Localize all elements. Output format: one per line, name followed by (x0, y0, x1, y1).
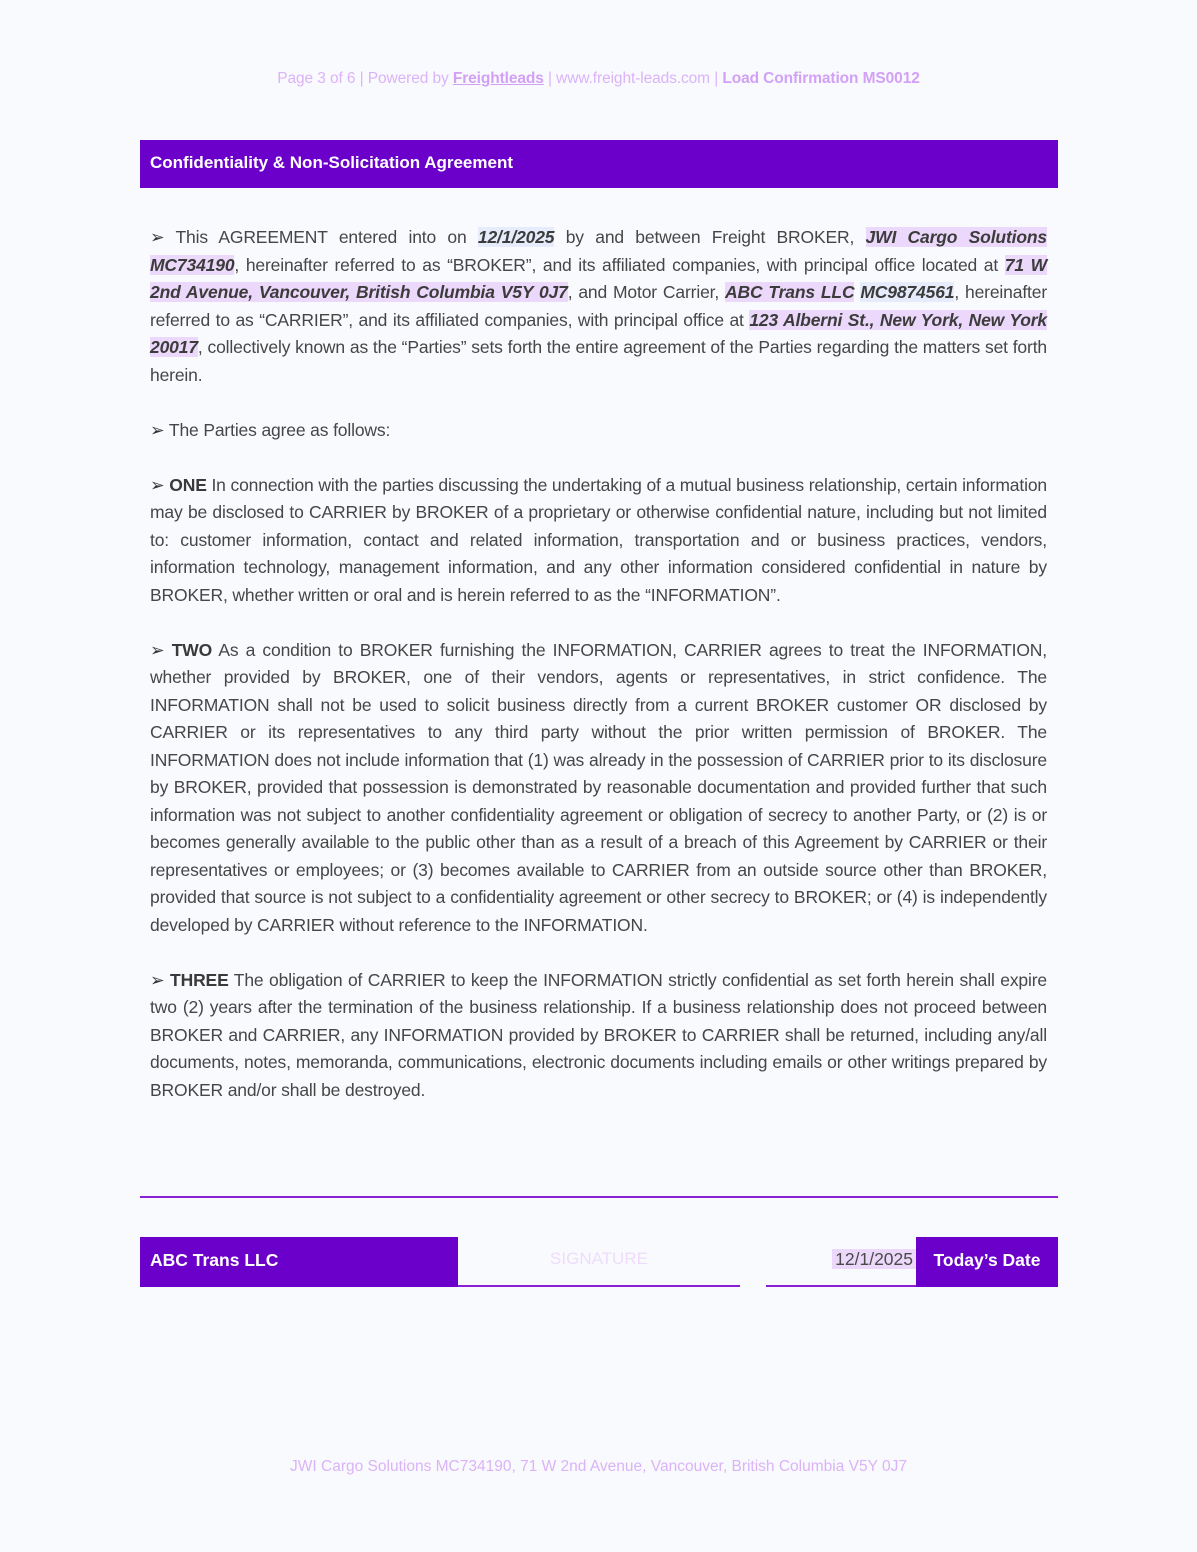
bullet-arrow-icon: ➢ (150, 419, 165, 440)
page-header (0, 70, 1197, 88)
agree-text: The Parties agree as follows: (164, 419, 391, 440)
intro-text: , hereinafter referred to as “CARRIER”, and its affiliated companies, with principal office at (150, 282, 1047, 330)
carrier-name-field[interactable]: ABC Trans LLC (724, 282, 855, 302)
clause-text: In connection with the parties discussing the undertaking of a mutual business relationship, certain information may be disclosed to CARRIER by BROKER of a proprietary or otherwise confidential nature, including but not limited to: customer information, contact and related information, transportation and or business practices, vendors, information technology, management information, and any other information considered confidential in nature by BROKER, whether written or oral and is herein referred to as the “INFORMATION”. (150, 474, 1047, 605)
clause-label: TWO (171, 639, 213, 660)
document-title: Load Confirmation MS0012 (722, 70, 920, 87)
intro-text: , hereinafter referred to as “BROKER”, and its affiliated companies, with principal office located at (234, 254, 1005, 275)
intro-text: , and Motor Carrier, (567, 282, 725, 302)
section-divider (140, 1196, 1058, 1198)
page-info: Page 3 of 6 | Powered by (277, 70, 453, 87)
clause-one (150, 472, 1047, 610)
intro-text: by and between Freight BROKER, (554, 227, 866, 247)
section-title: Confidentiality & Non-Solicitation Agreement (150, 153, 513, 172)
bullet-arrow-icon: ➢ (150, 474, 165, 495)
bullet-arrow-icon: ➢ (150, 639, 165, 660)
site-url: | www.freight-leads.com | (543, 70, 723, 87)
intro-text: , collectively known as the “Parties” sets forth the entire agreement of the Parties regarding the matters set forth herein. (150, 337, 1047, 385)
bullet-arrow-icon: ➢ (150, 969, 165, 990)
todays-date-label: Today’s Date (916, 1237, 1058, 1287)
carrier-mc-field[interactable]: MC9874561 (860, 282, 955, 302)
date-value: 12/1/2025 (832, 1249, 916, 1269)
agreement-body (150, 224, 1047, 1132)
carrier-name-label: ABC Trans LLC (140, 1237, 458, 1287)
bullet-arrow-icon: ➢ (150, 227, 165, 247)
clause-text: As a condition to BROKER furnishing the INFORMATION, CARRIER agrees to treat the INFORMATION, whether provided by BROKER, one of their vendors, agents or representatives, in strict confidence. The INFORMATION shall not be used to solicit business directly from a current BROKER customer OR disclosed by CARRIER or its representatives to any third party without the prior written permission of BROKER. The INFORMATION does not include information that (1) was already in the possession of CARRIER prior to its disclosure by BROKER, provided that possession is demonstrated by reasonable documentation and provided further that such information was not subject to another confidentiality agreement or obligation of secrecy to another Party, or (2) is or becomes generally available to the public other than as a result of a breach of this Agreement by CARRIER or their representatives or employees; or (3) becomes available to CARRIER from an outside source other than BROKER, provided that source is not subject to a confidentiality agreement or other secrecy to BROKER; or (4) is independently developed by CARRIER without reference to the INFORMATION. (150, 639, 1048, 935)
signature-field[interactable]: SIGNATURE (458, 1237, 740, 1287)
clause-label: ONE (169, 474, 207, 495)
clause-label: THREE (170, 969, 229, 990)
freightleads-link[interactable]: Freightleads (452, 70, 544, 87)
clause-text: The obligation of CARRIER to keep the INFORMATION strictly confidential as set forth herein shall expire two (2) years after the termination of the business relationship. If a business relationship does not proceed between BROKER and CARRIER, any INFORMATION provided by BROKER to CARRIER shall be returned, including any/all documents, notes, memoranda, communications, electronic documents including emails or other writings prepared by BROKER and/or shall be destroyed. (150, 969, 1047, 1100)
date-field[interactable] (766, 1237, 916, 1287)
signature-row (140, 1237, 1058, 1287)
intro-text: This AGREEMENT entered into on (164, 227, 478, 247)
broker-address-field[interactable]: 71 W 2nd Avenue, Vancouver, British Columbia V5Y 0J7 (150, 254, 1047, 302)
section-title-bar (140, 140, 1058, 188)
broker-mc-field[interactable]: MC734190 (150, 254, 235, 275)
broker-name-field[interactable]: JWI Cargo Solutions (865, 227, 1047, 247)
intro-paragraph (150, 224, 1047, 389)
clause-three (150, 967, 1047, 1105)
agreement-date-field[interactable]: 12/1/2025 (477, 227, 555, 247)
page-footer: JWI Cargo Solutions MC734190, 71 W 2nd Avenue, Vancouver, British Columbia V5Y 0J7 (290, 1458, 907, 1475)
agree-paragraph (150, 417, 1047, 445)
clause-two (150, 637, 1047, 940)
carrier-address-field[interactable]: 123 Alberni St., New York, New York 20017 (150, 309, 1048, 357)
